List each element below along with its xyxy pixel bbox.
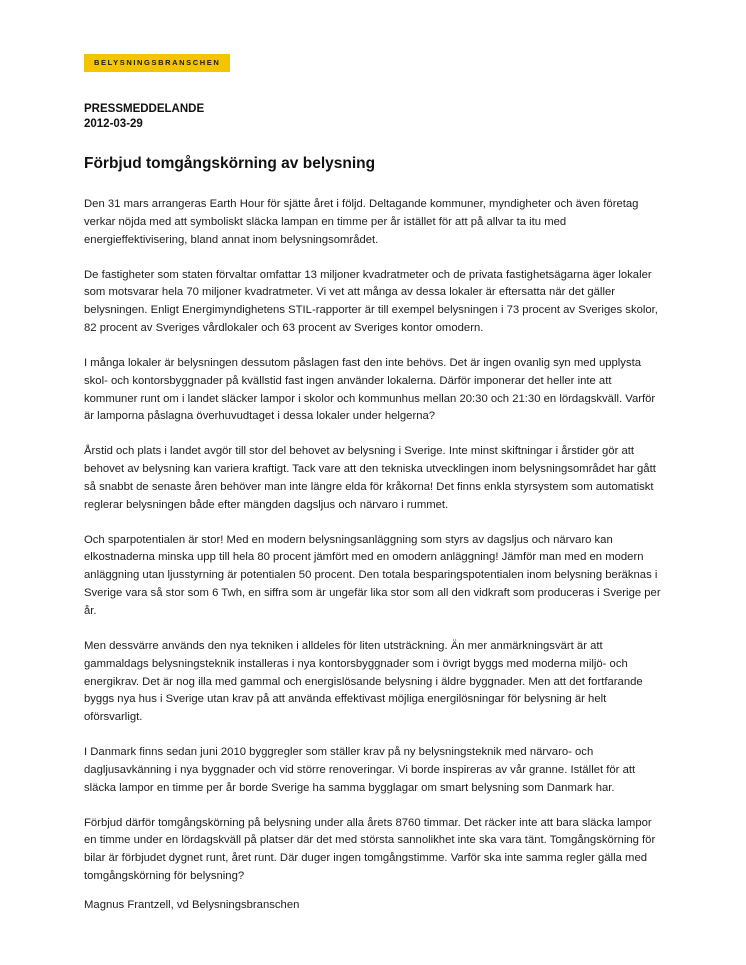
page-title: Förbjud tomgångskörning av belysning xyxy=(84,154,376,172)
company-logo xyxy=(84,54,230,72)
paragraph: Men dessvärre används den nya tekniken i alldeles för liten utsträckning. Än mer anmärkningsvärt är att gammaldags belysningsteknik installeras i nya kontorsbyggnader som i övrigt byggs med moderna miljö- och energikrav. Det är nog illa med gammal och energislösande belysning i äldre byggnader. Men att det fortfarande byggs nya hus i Sverige utan krav på att använda effektivast möjliga energilösningar för belysning är helt oförsvarligt. xyxy=(84,639,643,724)
document-type-label: PRESSMEDDELANDE xyxy=(84,102,205,115)
article-body xyxy=(84,196,662,886)
paragraph: Årstid och plats i landet avgör till stor del behovet av belysning i Sverige. Inte minst skiftningar i årstider gör att behovet av belysning kan variera kraftigt. Tack vare att den tekniska utvecklingen inom belysningsområdet har gått så snabbt de senaste åren behöver man inte längre elda för kråkorna! Det finns enkla styrsystem som automatiskt reglerar belysningen både efter mängden dagsljus och närvaro i rummet. xyxy=(84,445,656,511)
logo-label: BELYSNINGSBRANSCHEN xyxy=(94,58,221,67)
paragraph: Och sparpotentialen är stor! Med en modern belysningsanläggning som styrs av dagsljus och närvaro kan elkostnaderna minska upp till hela 80 procent jämfört med en omodern anläggning! Jämför man med en modern anläggning utan ljusstyrning är potentialen 50 procent. Den totala besparingspotentialen inom belysning beräknas i Sverige vara så stor som 6 Twh, en siffra som är ungefär lika stor som all den vidkraft som produceras i Sverige per år. xyxy=(84,533,661,618)
document-meta xyxy=(84,102,662,132)
paragraph: Den 31 mars arrangeras Earth Hour för sjätte året i följd. Deltagande kommuner, myndigheter och även företag verkar nöjda med att symboliskt släcka lampan en timme per år istället för att på allvar ta itu med energieffektivisering, bland annat inom belysningsområdet. xyxy=(84,197,639,246)
document-date: 2012-03-29 xyxy=(84,117,143,130)
paragraph: I Danmark finns sedan juni 2010 byggregler som ställer krav på ny belysningsteknik med närvaro- och dagljusavkänning i nya byggnader och vid större renoveringar. Vi borde inspireras av vår granne. Istället för att släcka lampor en timme per år borde Sverige ha samma bygglagar om smart belysning som Danmark har. xyxy=(84,746,636,794)
paragraph: Förbjud därför tomgångskörning på belysning under alla årets 8760 timmar. Det räcker inte att bara släcka lampor en timme under en lördagskväll på platser där det med största sannolikhet inte ska vara tänt. Tomgångskörning för bilar är förbjudet dygnet runt, året runt. Där duger ingen tomgångstimme. Varför ska inte samma regler gälla med tomgångskörning för belysning? xyxy=(84,816,656,883)
paragraph: De fastigheter som staten förvaltar omfattar 13 miljoner kvadratmeter och de privata fastighetsägarna äger lokaler som motsvarar hela 70 miljoner kvadratmeter. Vi vet att många av dessa lokaler är eftersatta när det gäller belysningen. Enligt Energimyndighetens STIL-rapporter är till exempel belysningen i 73 procent av Sveriges skolor, 82 procent av Sveriges vårdlokaler och 63 procent av Sveriges kontor omodern. xyxy=(84,268,658,335)
author-signature: Magnus Frantzell, vd Belysningsbranschen xyxy=(84,898,300,911)
paragraph: I många lokaler är belysningen dessutom påslagen fast den inte behövs. Det är ingen ovanlig syn med upplysta skol- och kontorsbyggnader på kvällstid fast ingen använder lokalerna. Därför imponerar det heller inte att kommuner runt om i landet släcker lampor i skolor och kommunhus mellan 20:30 och 21:30 en lördagskväll. Varför är lamporna påslagna överhuvudtaget i dessa lokaler under helgerna? xyxy=(84,356,656,423)
